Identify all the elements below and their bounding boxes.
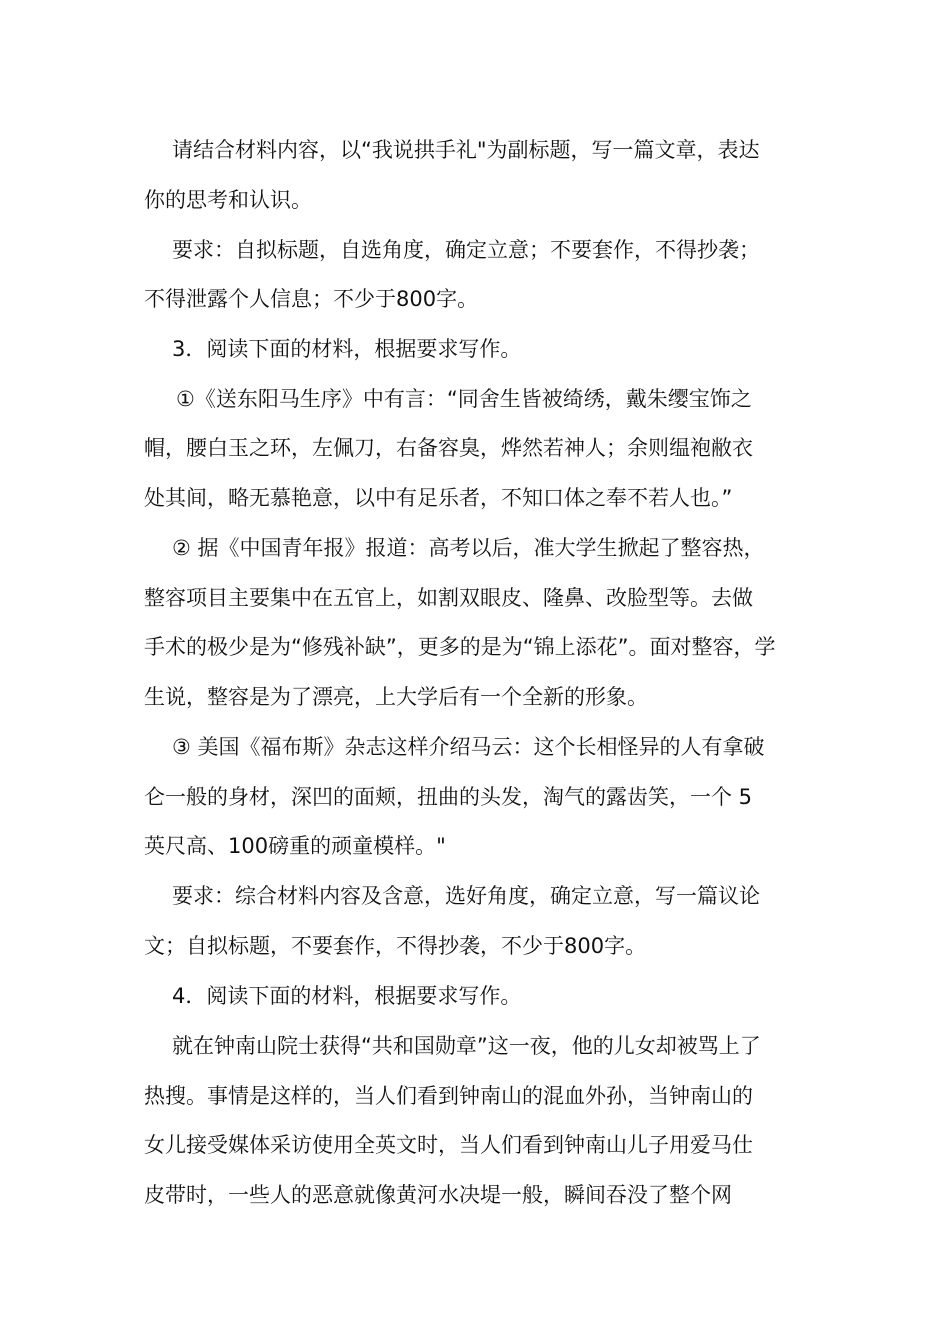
text-line-10: 整容项目主要集中在五官上，如割双眼皮、隆鼻、改脸型等。去做 [144, 586, 753, 610]
text-line-14: 仑一般的身材，深凹的面颊，扭曲的头发，淘气的露齿笑，一个 5 [144, 785, 753, 809]
text-line-7: 帽，腰白玉之环，左佩刀，右备容臭，烨然若神人；余则缊袍敝衣 [144, 436, 753, 460]
text-line-20: 热搜。事情是这样的，当人们看到钟南山的混血外孙，当钟南山的 [144, 1084, 753, 1108]
text-line-13: ③ 美国《福布斯》杂志这样介绍马云：这个长相怪异的人有拿破 [172, 735, 765, 759]
text-line-3: 要求：自拟标题，自选角度，确定立意；不要套作，不得抄袭； [172, 238, 760, 262]
text-line-9: ② 据《中国青年报》报道：高考以后，准大学生掀起了整容热， [172, 536, 765, 560]
text-line-6: ①《送东阳马生序》中有言：“同舍生皆被绮绣，戴朱缨宝饰之 [176, 387, 752, 411]
question-3-heading: 3．阅读下面的材料，根据要求写作。 [172, 337, 522, 361]
text-line-19: 就在钟南山院士获得“共和国勋章”这一夜，他的儿女却被骂上了 [172, 1034, 761, 1058]
text-line-12: 生说，整容是为了漂亮，上大学后有一个全新的形象。 [144, 685, 648, 709]
text-line-17: 文；自拟标题，不要套作，不得抄袭，不少于800字。 [144, 934, 647, 958]
text-line-1: 请结合材料内容，以“我说拱手礼"为副标题，写一篇文章，表达 [172, 138, 760, 162]
text-line-8: 处其间，略无慕艳意，以中有足乐者，不知口体之奉不若人也。” [144, 486, 733, 510]
text-line-11: 手术的极少是为“修残补缺”，更多的是为“锦上添花”。面对整容，学 [144, 635, 776, 659]
text-line-15: 英尺高、100磅重的顽童模样。" [144, 834, 446, 858]
question-4-heading: 4．阅读下面的材料，根据要求写作。 [172, 984, 522, 1008]
text-line-4: 不得泄露个人信息；不少于800字。 [144, 287, 479, 311]
text-line-16: 要求：综合材料内容及含意，选好角度，确定立意，写一篇议论 [172, 884, 760, 908]
text-line-21: 女儿接受媒体采访使用全英文时，当人们看到钟南山儿子用爱马仕 [144, 1133, 753, 1157]
text-line-22: 皮带时，一些人的恶意就像黄河水决堤一般，瞬间吞没了整个网 [144, 1183, 732, 1207]
text-line-2: 你的思考和认识。 [144, 188, 312, 212]
